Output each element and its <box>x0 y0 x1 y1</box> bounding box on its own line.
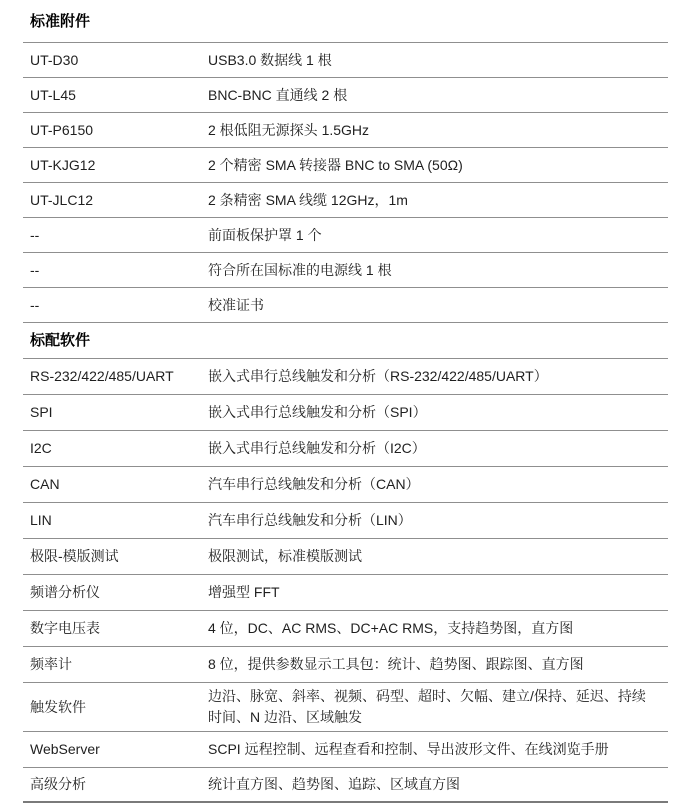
spec-section <box>23 0 668 323</box>
spec-row <box>23 183 668 218</box>
spec-row-value: 边沿、脉宽、斜率、视频、码型、超时、欠幅、建立/保持、延迟、持续时间、N 边沿、区域触发 <box>208 688 646 725</box>
spec-row <box>23 611 668 647</box>
spec-row <box>23 768 668 803</box>
spec-row-value: 2 条精密 SMA 线缆 12GHz，1m <box>208 191 408 208</box>
spec-row <box>23 575 668 611</box>
spec-section <box>23 323 668 803</box>
spec-row-value: 4 位，DC、AC RMS、DC+AC RMS，支持趋势图，直方图 <box>208 620 574 636</box>
spec-row-value: 汽车串行总线触发和分析（LIN） <box>208 512 412 528</box>
spec-row-value: 极限测试，标准模版测试 <box>208 548 362 564</box>
spec-row-value: 2 个精密 SMA 转接器 BNC to SMA (50Ω) <box>208 156 463 173</box>
spec-row-value: 符合所在国标准的电源线 1 根 <box>208 261 392 278</box>
spec-row-name: UT-KJG12 <box>30 156 96 173</box>
spec-row-value: 8 位，提供参数显示工具包：统计、趋势图、跟踪图、直方图 <box>208 656 584 672</box>
spec-row-name: -- <box>30 226 40 243</box>
spec-row-value: 增强型 FFT <box>208 584 280 600</box>
spec-row-name: UT-P6150 <box>30 121 94 138</box>
spec-row-value: 统计直方图、趋势图、追踪、区域直方图 <box>208 776 460 792</box>
spec-table <box>23 0 668 803</box>
spec-row-name: WebServer <box>30 741 100 757</box>
spec-row <box>23 253 668 288</box>
spec-row <box>23 218 668 253</box>
spec-row-value: 嵌入式串行总线触发和分析（RS-232/422/485/UART） <box>208 368 548 384</box>
spec-row <box>23 113 668 148</box>
spec-row <box>23 431 668 467</box>
spec-row-name: UT-L45 <box>30 86 76 103</box>
spec-row-name: UT-JLC12 <box>30 191 94 208</box>
spec-row-name: UT-D30 <box>30 51 79 68</box>
spec-row-name: CAN <box>30 476 60 492</box>
spec-row-value: 2 根低阻无源探头 1.5GHz <box>208 121 370 138</box>
section-rows <box>23 359 668 803</box>
spec-row-name: 高级分析 <box>30 776 86 792</box>
spec-row-value: 前面板保护罩 1 个 <box>208 226 322 243</box>
spec-row-name: SPI <box>30 404 53 420</box>
spec-row-value: 校准证书 <box>208 296 264 313</box>
spec-row <box>23 539 668 575</box>
spec-row-name: 频谱分析仪 <box>30 584 100 600</box>
spec-row-name: 极限-模版测试 <box>30 548 119 564</box>
spec-row-value: 嵌入式串行总线触发和分析（I2C） <box>208 440 426 456</box>
spec-row-name: -- <box>30 261 40 278</box>
section-title: 标配软件 <box>23 323 668 359</box>
section-rows <box>23 43 668 323</box>
spec-row-name: LIN <box>30 512 52 528</box>
spec-row-name: 数字电压表 <box>30 620 100 636</box>
spec-row-value: 嵌入式串行总线触发和分析（SPI） <box>208 404 427 420</box>
spec-row <box>23 732 668 768</box>
section-title: 标准附件 <box>23 0 668 43</box>
spec-row <box>23 647 668 683</box>
spec-row <box>23 43 668 78</box>
spec-row-name: 频率计 <box>30 656 72 672</box>
spec-row-name: -- <box>30 296 40 313</box>
spec-row <box>23 503 668 539</box>
spec-row-value: USB3.0 数据线 1 根 <box>208 51 332 68</box>
spec-row <box>23 359 668 395</box>
spec-row <box>23 78 668 113</box>
spec-row-name: RS-232/422/485/UART <box>30 368 174 384</box>
spec-row-value: 汽车串行总线触发和分析（CAN） <box>208 476 420 492</box>
spec-row-name: 触发软件 <box>30 698 86 715</box>
spec-row <box>23 467 668 503</box>
spec-row <box>23 148 668 183</box>
spec-row-value: BNC-BNC 直通线 2 根 <box>208 86 348 103</box>
spec-row <box>23 288 668 323</box>
spec-row-value: SCPI 远程控制、远程查看和控制、导出波形文件、在线浏览手册 <box>208 741 609 757</box>
spec-row-name: I2C <box>30 440 52 456</box>
spec-row <box>23 395 668 431</box>
spec-row <box>23 683 668 732</box>
